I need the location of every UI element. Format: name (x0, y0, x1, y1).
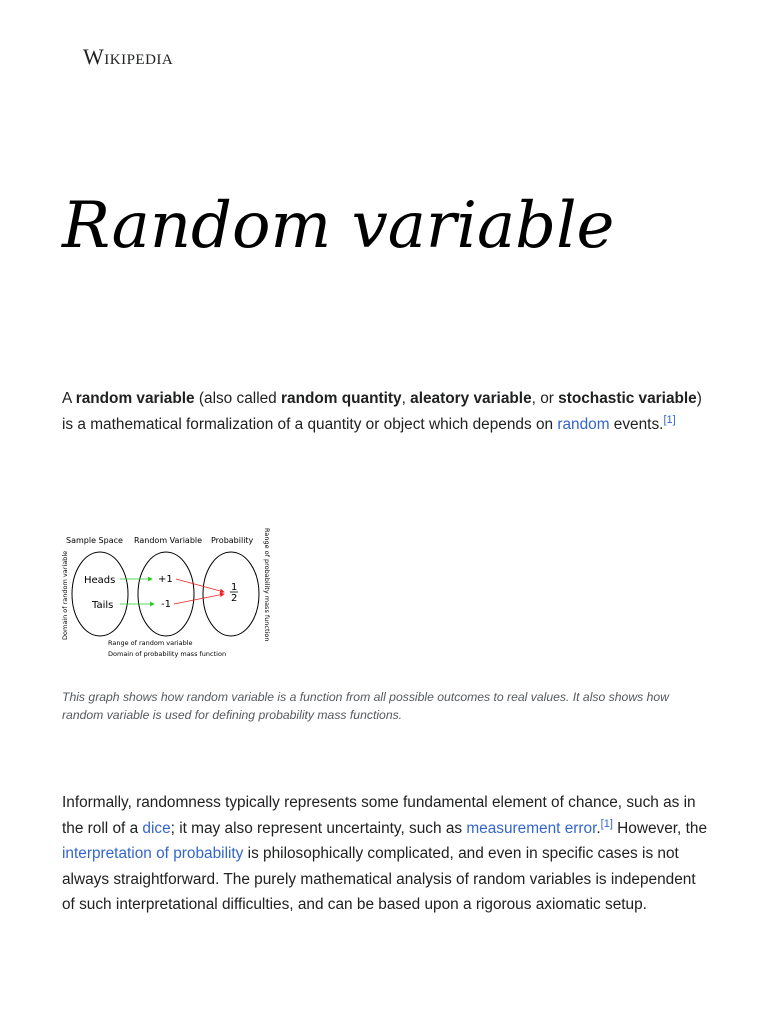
value-minus-one: -1 (161, 599, 171, 610)
term-random-quantity: random quantity (281, 390, 402, 407)
arrow-plus-one-to-half (176, 579, 224, 592)
value-plus-one: +1 (158, 574, 173, 585)
reference-1 (663, 413, 675, 425)
intro-text: ) is a mathematical formalization of a quantity or object which depends on (62, 390, 702, 433)
arrow-minus-one-to-half (174, 594, 224, 604)
informal-text: However, the (612, 819, 708, 837)
probability-half-denominator: 2 (231, 593, 238, 604)
label-sample-space: Sample Space (66, 536, 123, 545)
informal-text: Informally, randomness typically represents some fundamental element of chance, such as in the roll of a (62, 794, 696, 837)
term-stochastic-variable: stochastic variable (558, 390, 697, 407)
intro-text: , or (531, 390, 559, 407)
label-probability: Probability (211, 536, 254, 545)
intro-text: (also called (194, 390, 282, 407)
page-title: Random variable (62, 189, 615, 263)
wikipedia-logo[interactable]: Wikipedia (83, 44, 174, 69)
label-domain-random-variable: Domain of random variable (61, 550, 69, 640)
intro-text: , (401, 390, 411, 407)
label-random-variable: Random Variable (134, 536, 203, 545)
outcome-heads: Heads (84, 575, 116, 586)
term-random-variable: random variable (75, 390, 195, 407)
informal-paragraph (62, 790, 712, 918)
reference-1-link[interactable]: [1] (600, 817, 613, 830)
link-dice[interactable]: dice (142, 819, 171, 837)
link-interpretation-of-probability[interactable]: interpretation of probability (62, 845, 244, 862)
reference-1-link[interactable]: [1] (663, 413, 676, 426)
link-measurement-error[interactable]: measurement error (466, 819, 597, 837)
informal-text: ; it may also represent uncertainty, such as (170, 819, 467, 837)
sample-space-ellipse (72, 552, 128, 636)
intro-text: events. (609, 415, 664, 433)
label-range-random-variable: Range of random variable (108, 639, 193, 647)
outcome-tails: Tails (92, 600, 114, 611)
link-random[interactable]: random (557, 415, 610, 433)
random-variable-diagram[interactable] (58, 524, 278, 664)
probability-half-numerator: 1 (231, 582, 238, 593)
informal-text: . (596, 819, 601, 837)
figure-caption: This graph shows how random variable is a function from all possible outcomes to real values. It also shows how random variable is used for defining probability mass functions. (62, 690, 669, 722)
intro-paragraph (62, 386, 712, 437)
informal-text: is philosophically complicated, and even in specific cases is not always straightforward. The purely mathematical analysis of random variables is independent of such interpretational difficulties, and can be based upon a rigorous axiomatic setup. (62, 845, 696, 913)
intro-text: A (62, 390, 76, 407)
label-range-pmf: Range of probability mass function (263, 528, 271, 642)
term-aleatory-variable: aleatory variable (410, 390, 532, 407)
reference-1 (601, 817, 613, 829)
label-domain-pmf: Domain of probability mass function (108, 650, 227, 658)
random-variable-ellipse (138, 552, 194, 636)
